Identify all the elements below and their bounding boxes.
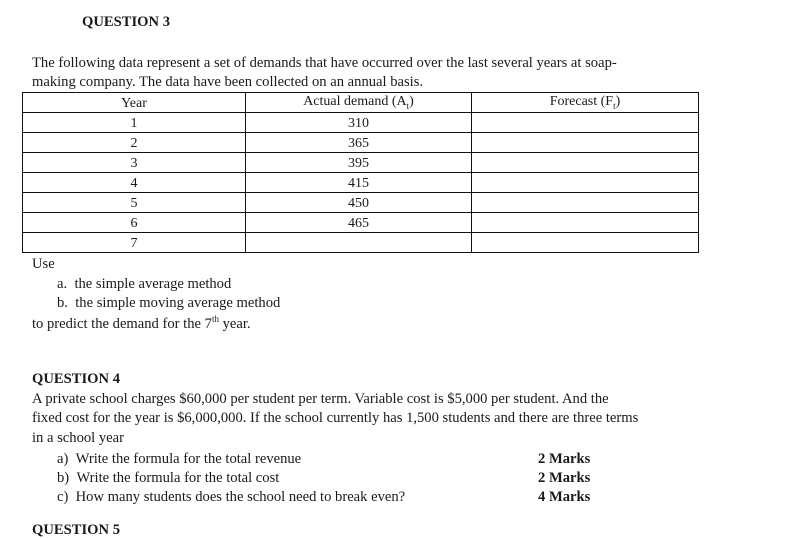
- actual-cell: 450: [246, 193, 472, 213]
- item-marker: a): [57, 451, 69, 467]
- question-4-line-2: fixed cost for the year is $6,000,000. If the school currently has 1,500 students and there are three terms: [32, 410, 639, 426]
- year-cell: 7: [23, 233, 246, 253]
- year-cell: 2: [23, 133, 246, 153]
- method-item-a: [57, 277, 231, 292]
- question-3-intro-line-2: making company. The data have been collected on an annual basis.: [32, 74, 424, 90]
- item-c-marks: 4 Marks: [538, 489, 591, 505]
- header-forecast-suffix: ): [615, 94, 621, 110]
- header-actual-suffix: ): [409, 94, 414, 110]
- item-marker: b): [57, 470, 70, 486]
- forecast-cell: [472, 213, 699, 233]
- table-header-row: [23, 93, 699, 113]
- item-text: How many students does the school need to break even?: [75, 489, 406, 505]
- predict-suffix: year.: [218, 315, 251, 332]
- actual-cell: 395: [246, 153, 472, 173]
- item-marker: c): [57, 489, 69, 505]
- predict-prefix: to predict the demand for the 7: [32, 315, 212, 332]
- item-b-marks: 2 Marks: [538, 470, 591, 486]
- use-label: Use: [32, 256, 55, 272]
- table-row: [23, 233, 699, 253]
- predict-instruction: [32, 315, 251, 331]
- method-text: the simple average method: [74, 276, 232, 292]
- year-cell: 6: [23, 213, 246, 233]
- item-a-marks: 2 Marks: [538, 451, 591, 467]
- header-year: Year: [23, 93, 246, 113]
- question-4-line-1: A private school charges $60,000 per student per term. Variable cost is $5,000 per student. And the: [32, 391, 609, 407]
- question-3-intro-line-1: The following data represent a set of demands that have occurred over the last several years at soap-: [32, 55, 617, 71]
- item-text: Write the formula for the total cost: [76, 470, 280, 486]
- table-row: [23, 113, 699, 133]
- demand-table: [22, 92, 699, 253]
- method-marker: a.: [57, 276, 68, 292]
- header-actual-subscript: t: [406, 101, 410, 111]
- question-4-item-c: [57, 490, 405, 505]
- item-text: Write the formula for the total revenue: [75, 451, 302, 467]
- year-cell: 5: [23, 193, 246, 213]
- table-row: [23, 173, 699, 193]
- year-cell: 4: [23, 173, 246, 193]
- table-row: [23, 213, 699, 233]
- method-item-b: [57, 296, 280, 311]
- question-5-title: QUESTION 5: [32, 522, 120, 538]
- question-3-title: QUESTION 3: [82, 14, 170, 30]
- header-forecast-prefix: Forecast (F: [549, 94, 614, 110]
- forecast-cell: [472, 133, 699, 153]
- actual-cell: 365: [246, 133, 472, 153]
- question-4-title: QUESTION 4: [32, 371, 120, 387]
- header-actual-prefix: Actual demand (A: [303, 94, 407, 110]
- question-4-item-a: [57, 452, 301, 467]
- table-row: [23, 153, 699, 173]
- table-row: [23, 193, 699, 213]
- actual-cell: 465: [246, 213, 472, 233]
- header-actual-demand: [246, 93, 472, 113]
- header-forecast: [472, 93, 699, 113]
- predict-superscript: th: [211, 314, 219, 324]
- actual-cell: 415: [246, 173, 472, 193]
- forecast-cell: [472, 233, 699, 253]
- actual-cell: 310: [246, 113, 472, 133]
- forecast-cell: [472, 193, 699, 213]
- header-forecast-subscript: t: [613, 101, 616, 111]
- forecast-cell: [472, 153, 699, 173]
- year-cell: 3: [23, 153, 246, 173]
- actual-cell: [246, 233, 472, 253]
- forecast-cell: [472, 173, 699, 193]
- question-4-item-b: [57, 471, 279, 486]
- method-text: the simple moving average method: [75, 295, 281, 311]
- question-4-line-3: in a school year: [32, 430, 124, 446]
- method-marker: b.: [57, 295, 68, 311]
- year-cell: 1: [23, 113, 246, 133]
- forecast-cell: [472, 113, 699, 133]
- table-row: [23, 133, 699, 153]
